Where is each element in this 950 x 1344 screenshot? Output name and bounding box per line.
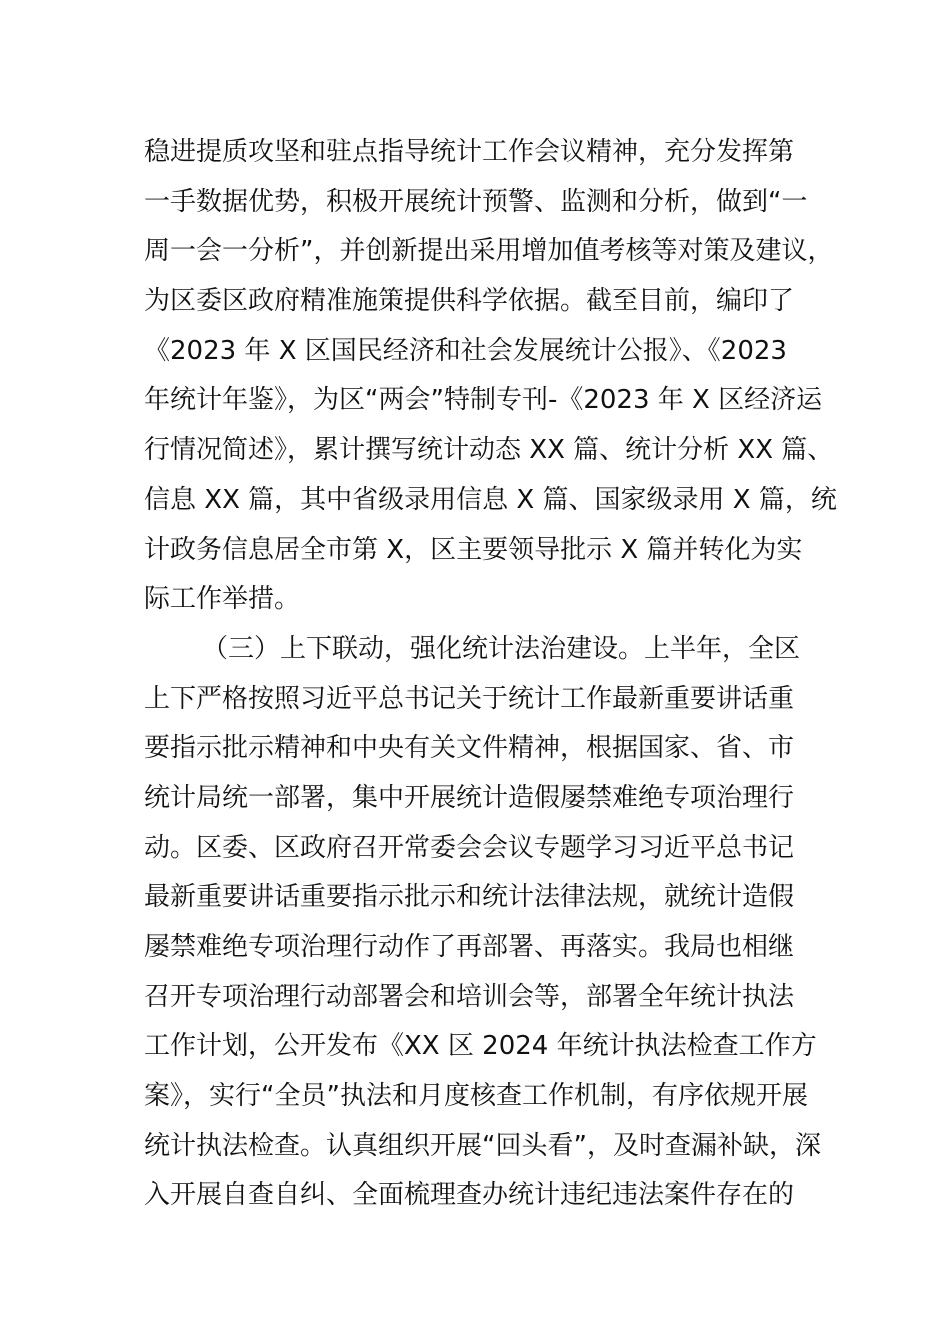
- text-line: 《2023 年 X 区国民经济和社会发展统计公报》、《2023: [144, 335, 787, 366]
- text-line: 工作计划，公开发布《XX 区 2024 年统计执法检查工作方: [144, 1031, 817, 1062]
- text-line: 统计执法检查。认真组织开展“回头看”，及时查漏补缺，深: [144, 1130, 821, 1161]
- text-line: 最新重要讲话重要指示批示和统计法律法规，就统计造假: [144, 882, 795, 913]
- text-line: 计政务信息居全市第 X，区主要领导批示 X 篇并转化为实: [144, 534, 803, 565]
- section-heading-line: （三）上下联动，强化统计法治建设。上半年，全区: [202, 633, 801, 664]
- text-line: 信息 XX 篇，其中省级录用信息 X 篇、国家级录用 X 篇，统: [144, 484, 837, 515]
- text-line: 统计局统一部署，集中开展统计造假屡禁难绝专项治理行: [144, 782, 795, 813]
- text-line: 召开专项治理行动部署会和培训会等，部署全年统计执法: [144, 981, 795, 1012]
- text-line: 屡禁难绝专项治理行动作了再部署、再落实。我局也相继: [144, 932, 795, 962]
- text-line: 入开展自查自纠、全面梳理查办统计违纪违法案件存在的: [144, 1180, 795, 1211]
- text-line: 际工作举措。: [144, 584, 301, 615]
- body-text: [144, 128, 844, 1221]
- text-line: 动。区委、区政府召开常委会会议专题学习习近平总书记: [144, 832, 795, 863]
- text-line: 一手数据优势，积极开展统计预警、监测和分析，做到“一: [144, 186, 808, 217]
- text-line: 行情况简述》，累计撰写统计动态 XX 篇、统计分析 XX 篇、: [144, 435, 834, 466]
- text-line: 案》，实行“全员”执法和月度核查工作机制，有序依规开展: [144, 1081, 808, 1112]
- text-line: 上下严格按照习近平总书记关于统计工作最新重要讲话重: [144, 683, 795, 714]
- text-line: 要指示批示精神和中央有关文件精神，根据国家、省、市: [144, 733, 795, 764]
- text-line: 年统计年鉴》，为区“两会”特制专刊-《2023 年 X 区经济运: [144, 385, 823, 416]
- text-line: 周一会一分析”，并创新提出采用增加值考核等对策及建议，: [144, 236, 834, 267]
- text-line: 为区委区政府精准施策提供科学依据。截至目前，编印了: [144, 286, 795, 317]
- text-line: 稳进提质攻坚和驻点指导统计工作会议精神，充分发挥第: [144, 137, 795, 167]
